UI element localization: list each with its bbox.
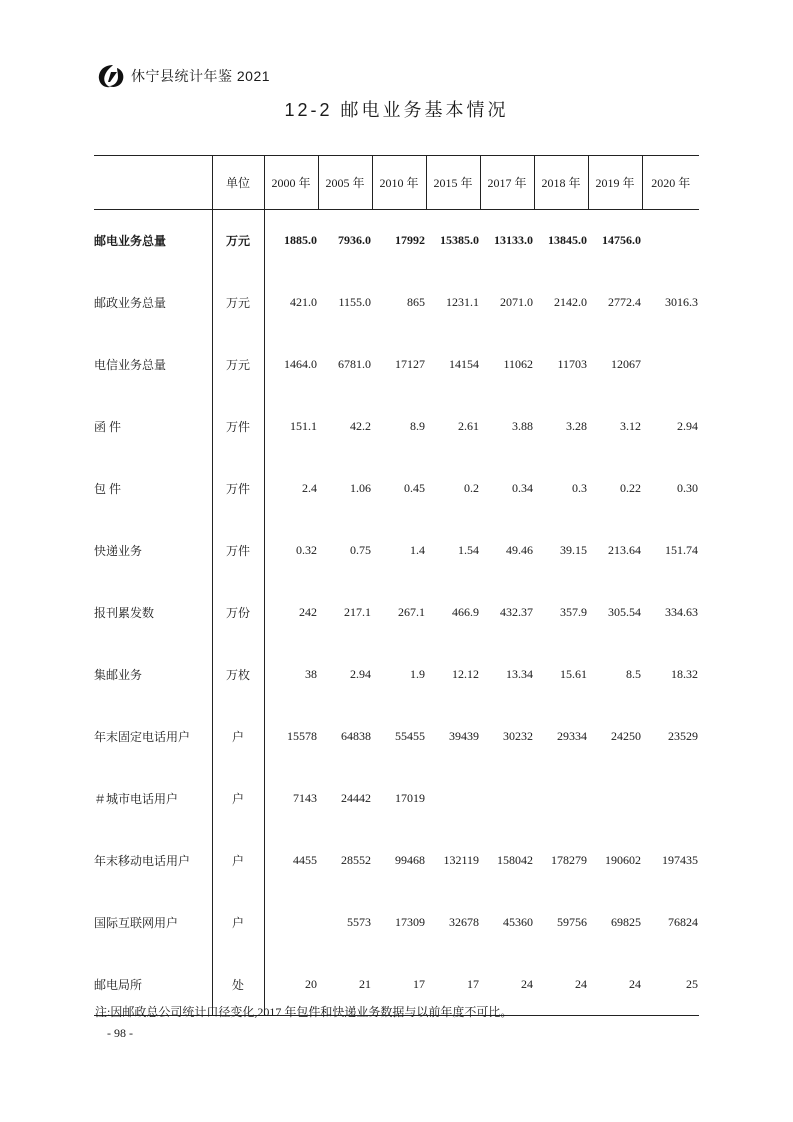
header-cell-year: 2017 年 [480, 156, 534, 210]
value-cell: 38 [305, 667, 317, 681]
value-cell: 466.9 [452, 605, 479, 619]
value-cell: 2071.0 [500, 295, 533, 309]
unit-cell: 户 [212, 706, 264, 768]
value-cell: 59756 [557, 915, 587, 929]
value-cell: 1231.1 [446, 295, 479, 309]
unit-cell: 万件 [212, 520, 264, 582]
value-cell [642, 210, 699, 272]
value-cell: 11703 [557, 357, 587, 371]
value-cell: 32678 [449, 915, 479, 929]
header-cell-year: 2019 年 [588, 156, 642, 210]
value-cell [534, 768, 588, 830]
unit-cell: 万元 [212, 210, 264, 272]
value-cell: 17127 [395, 357, 425, 371]
value-cell: 8.9 [410, 419, 425, 433]
unit-cell: 万件 [212, 396, 264, 458]
value-cell: 17 [426, 954, 480, 1016]
value-cell [426, 768, 480, 830]
row-label: 快递业务 [94, 544, 143, 558]
value-cell: 2772.4 [608, 295, 641, 309]
row-label: 邮政业务总量 [94, 296, 167, 310]
value-cell: 1.4 [410, 543, 425, 557]
value-cell: 99468 [395, 853, 425, 867]
value-cell: 1.06 [350, 481, 371, 495]
row-label: 电信业务总量 [94, 358, 167, 372]
value-cell: 3.28 [566, 419, 587, 433]
value-cell: 15.61 [560, 667, 587, 681]
value-cell: 24 [588, 954, 642, 1016]
table-row [94, 582, 699, 644]
value-cell: 432.37 [500, 605, 533, 619]
value-cell: 55455 [395, 729, 425, 743]
value-cell: 0.34 [512, 481, 533, 495]
table-row [94, 768, 699, 830]
row-label: 函 件 [94, 420, 122, 434]
header-cell-year: 2005 年 [318, 156, 372, 210]
value-cell: 6781.0 [338, 357, 371, 371]
value-cell: 45360 [503, 915, 533, 929]
header-title: 休宁县统计年鉴 2021 [131, 68, 271, 84]
unit-cell: 万份 [212, 582, 264, 644]
header-cell-year: 2015 年 [426, 156, 480, 210]
yearbook-header [95, 62, 270, 90]
value-cell: 17019 [395, 791, 425, 805]
value-cell: 30232 [503, 729, 533, 743]
row-label: 报刊累发数 [94, 606, 155, 620]
value-cell: 14756.0 [602, 233, 641, 248]
table-row [94, 830, 699, 892]
value-cell [264, 892, 318, 954]
value-cell [642, 334, 699, 396]
table-row [94, 396, 699, 458]
postal-telecom-table [94, 155, 699, 1016]
value-cell: 2.94 [350, 667, 371, 681]
unit-cell: 万元 [212, 272, 264, 334]
row-label: 国际互联网用户 [94, 916, 179, 930]
value-cell: 1.54 [458, 543, 479, 557]
value-cell: 1464.0 [284, 357, 317, 371]
row-label: 年末固定电话用户 [94, 730, 191, 744]
value-cell: 15578 [287, 729, 317, 743]
header-cell-year: 2000 年 [264, 156, 318, 210]
header-cell-year: 2010 年 [372, 156, 426, 210]
value-cell: 13845.0 [548, 233, 587, 248]
row-label: 包 件 [94, 482, 122, 496]
value-cell [588, 768, 642, 830]
value-cell: 3016.3 [665, 295, 698, 309]
value-cell: 217.1 [344, 605, 371, 619]
value-cell: 1.9 [410, 667, 425, 681]
value-cell: 18.32 [671, 667, 698, 681]
header-cell-year: 2018 年 [534, 156, 588, 210]
unit-cell: 户 [212, 768, 264, 830]
value-cell: 0.32 [296, 543, 317, 557]
row-label: 邮电局所 [94, 954, 212, 1016]
value-cell: 76824 [668, 915, 698, 929]
value-cell: 13.34 [506, 667, 533, 681]
value-cell: 1885.0 [284, 233, 317, 248]
unit-cell: 处 [212, 954, 264, 1016]
value-cell: 49.46 [506, 543, 533, 557]
header-cell-year: 2020 年 [642, 156, 699, 210]
footnote: 注:因邮政总公司统计口径变化,2017 年包件和快递业务数据与以前年度不可比。 [95, 1005, 513, 1019]
value-cell: 132119 [443, 853, 479, 867]
value-cell: 8.5 [626, 667, 641, 681]
value-cell: 158042 [497, 853, 533, 867]
value-cell: 15385.0 [440, 233, 479, 248]
value-cell: 29334 [557, 729, 587, 743]
table-header-row [94, 156, 699, 210]
yearbook-logo-icon [95, 62, 127, 90]
value-cell: 2.94 [677, 419, 698, 433]
value-cell: 2.61 [458, 419, 479, 433]
value-cell: 7143 [293, 791, 317, 805]
value-cell: 20 [264, 954, 318, 1016]
value-cell: 24 [480, 954, 534, 1016]
value-cell: 213.64 [608, 543, 641, 557]
value-cell: 5573 [347, 915, 371, 929]
row-label: 邮电业务总量 [94, 234, 167, 249]
value-cell: 24 [534, 954, 588, 1016]
value-cell: 23529 [668, 729, 698, 743]
page-number: - 98 - [107, 1026, 133, 1040]
value-cell: 151.74 [665, 543, 698, 557]
value-cell: 0.2 [464, 481, 479, 495]
value-cell: 2.4 [302, 481, 317, 495]
unit-cell: 户 [212, 830, 264, 892]
value-cell: 3.12 [620, 419, 641, 433]
value-cell: 190602 [605, 853, 641, 867]
value-cell: 69825 [611, 915, 641, 929]
value-cell: 21 [318, 954, 372, 1016]
table-row [94, 458, 699, 520]
value-cell: 24442 [341, 791, 371, 805]
value-cell: 3.88 [512, 419, 533, 433]
page-title: 12-2 邮电业务基本情况 [284, 100, 509, 120]
value-cell: 305.54 [608, 605, 641, 619]
row-label: 集邮业务 [94, 668, 143, 682]
value-cell: 7936.0 [338, 233, 371, 248]
unit-cell: 万件 [212, 458, 264, 520]
value-cell: 242 [299, 605, 317, 619]
value-cell: 42.2 [350, 419, 371, 433]
table-row [94, 892, 699, 954]
value-cell: 1155.0 [338, 295, 371, 309]
value-cell: 12.12 [452, 667, 479, 681]
header-cell-item [94, 156, 212, 210]
unit-cell: 万元 [212, 334, 264, 396]
value-cell: 0.30 [677, 481, 698, 495]
value-cell [480, 768, 534, 830]
value-cell: 0.22 [620, 481, 641, 495]
value-cell: 24250 [611, 729, 641, 743]
value-cell: 39.15 [560, 543, 587, 557]
value-cell: 0.3 [572, 481, 587, 495]
value-cell: 197435 [662, 853, 698, 867]
value-cell: 39439 [449, 729, 479, 743]
value-cell: 17992 [395, 233, 425, 248]
value-cell: 13133.0 [494, 233, 533, 248]
value-cell: 17 [372, 954, 426, 1016]
table-row [94, 334, 699, 396]
value-cell: 0.75 [350, 543, 371, 557]
row-label: ＃城市电话用户 [94, 792, 179, 806]
value-cell: 0.45 [404, 481, 425, 495]
value-cell: 12067 [611, 357, 641, 371]
value-cell: 14154 [449, 357, 479, 371]
value-cell: 865 [407, 295, 425, 309]
value-cell: 334.63 [665, 605, 698, 619]
value-cell: 151.1 [290, 419, 317, 433]
table-row [94, 210, 699, 272]
value-cell: 2142.0 [554, 295, 587, 309]
header-cell-unit: 单位 [212, 156, 264, 210]
table-row [94, 644, 699, 706]
value-cell: 64838 [341, 729, 371, 743]
value-cell: 178279 [551, 853, 587, 867]
value-cell: 4455 [293, 853, 317, 867]
value-cell: 28552 [341, 853, 371, 867]
unit-cell: 户 [212, 892, 264, 954]
value-cell: 357.9 [560, 605, 587, 619]
value-cell: 17309 [395, 915, 425, 929]
value-cell: 421.0 [290, 295, 317, 309]
unit-cell: 万枚 [212, 644, 264, 706]
table-row [94, 520, 699, 582]
value-cell: 267.1 [398, 605, 425, 619]
value-cell [642, 768, 699, 830]
table-row [94, 706, 699, 768]
table-row [94, 272, 699, 334]
value-cell: 25 [642, 954, 699, 1016]
row-label: 年末移动电话用户 [94, 854, 191, 868]
value-cell: 11062 [503, 357, 533, 371]
